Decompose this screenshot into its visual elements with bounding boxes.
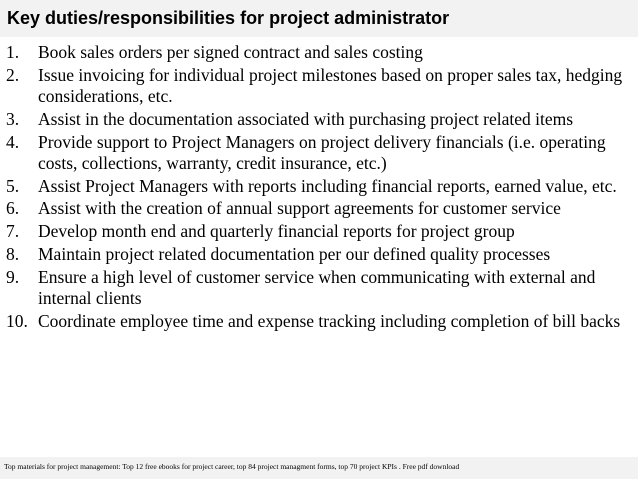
footer-text: Top materials for project management: Top 12 free ebooks for project career, top 84 project managment forms, top 70 project KPIs . Free pdf download (4, 462, 460, 471)
list-item-number: 4. (6, 131, 20, 152)
list-item-number: 3. (6, 108, 20, 129)
list-item-text: Assist Project Managers with reports including financial reports, earned value, etc. (38, 175, 617, 196)
list-item-number: 7. (6, 221, 20, 242)
list-item-text: Provide support to Project Managers on project delivery financials (i.e. operating costs, collections, warranty, credit insurance, etc.) (38, 131, 606, 174)
list-item-text: Develop month end and quarterly financial reports for project group (38, 221, 515, 242)
footer-bar (0, 457, 638, 479)
list-item-text: Ensure a high level of customer service when communicating with external and internal clients (38, 266, 596, 308)
page-title: Key duties/responsibilities for project administrator (7, 8, 450, 28)
list-item-text: Book sales orders per signed contract and sales costing (38, 42, 423, 62)
list-item (6, 176, 632, 198)
list-item-text: Assist with the creation of annual support agreements for customer service (38, 198, 561, 219)
list-item-number: 5. (6, 175, 20, 196)
list-item-text: Coordinate employee time and expense tracking including completion of bill backs (38, 310, 621, 331)
list-item (6, 311, 632, 333)
list-item-text: Maintain project related documentation per our defined quality processes (38, 243, 551, 264)
list-item-number: 6. (6, 198, 20, 219)
list-item (6, 42, 632, 64)
list-item-number: 1. (6, 42, 20, 62)
list-item-text: Issue invoicing for individual project milestones based on proper sales tax, hedging considerations, etc. (38, 64, 623, 107)
list-item (6, 65, 632, 108)
list-item-text: Assist in the documentation associated with purchasing project related items (38, 108, 574, 129)
list-item-number: 8. (6, 243, 20, 264)
title-bar (0, 0, 638, 37)
list-item (6, 267, 632, 310)
duty-list (6, 42, 632, 333)
list-item (6, 198, 632, 220)
list-item (6, 132, 632, 175)
list-item-number: 10. (6, 310, 28, 331)
list-item-number: 9. (6, 266, 20, 287)
list-item (6, 109, 632, 131)
list-item (6, 244, 632, 266)
list-item (6, 221, 632, 243)
list-item-number: 2. (6, 64, 20, 85)
